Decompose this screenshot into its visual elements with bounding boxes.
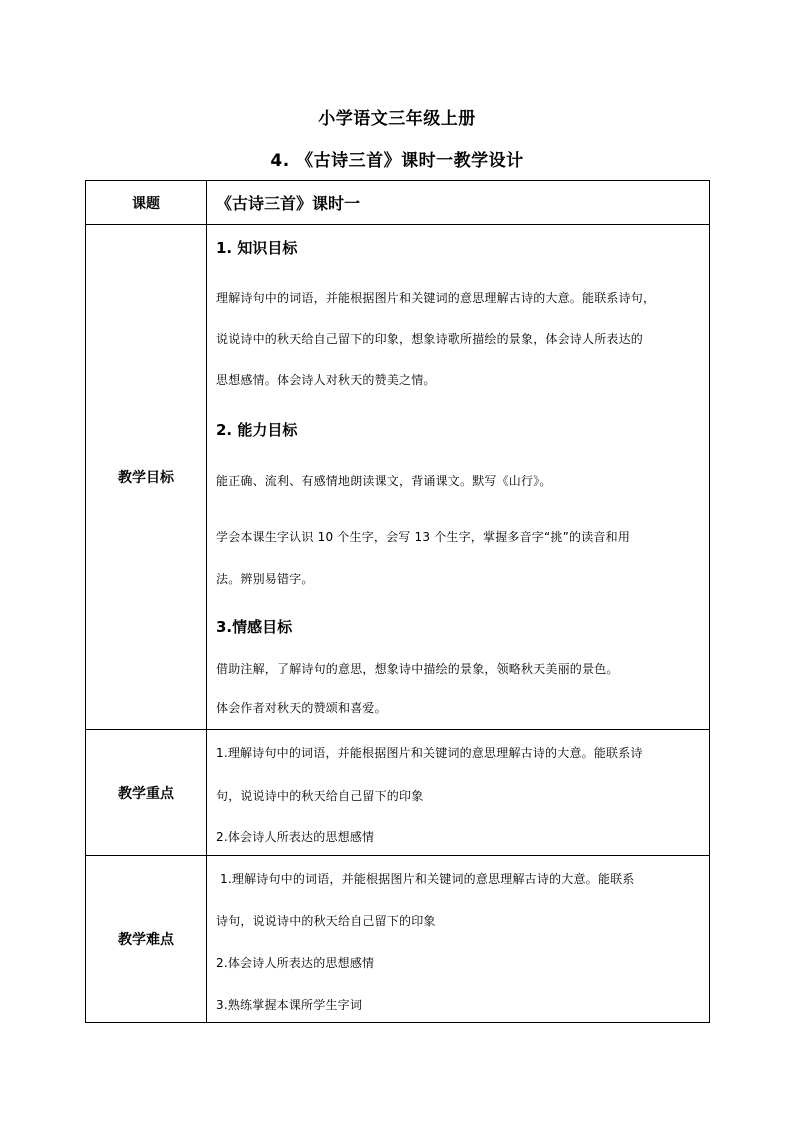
knowledge-goal-line: 理解诗句中的词语，并能根据图片和关键词的意思理解古诗的大意。能联系诗句， <box>216 291 656 305</box>
key-points-row <box>86 730 710 856</box>
emotion-goal-line: 借助注解，了解诗句的意思，想象诗中描绘的景象，领略秋天美丽的景色。 <box>216 662 619 676</box>
topic-row <box>86 181 710 225</box>
topic-label: 课题 <box>86 181 207 225</box>
knowledge-goal-heading: 1. 知识目标 <box>216 239 298 257</box>
difficult-point-line: 2.体会诗人所表达的思想感情 <box>216 956 375 970</box>
goals-label: 教学目标 <box>86 225 207 730</box>
ability-goal-line: 学会本课生字认识 10 个生字，会写 13 个生字，掌握多音字“挑”的读音和用 <box>216 530 631 544</box>
key-point-line: 句，说说诗中的秋天给自己留下的印象 <box>216 789 424 803</box>
difficult-points-content <box>207 856 710 1023</box>
goals-row <box>86 225 710 730</box>
difficult-point-line: 诗句，说说诗中的秋天给自己留下的印象 <box>216 914 436 928</box>
difficult-point-line: 3.熟练掌握本课所学生字词 <box>216 998 363 1012</box>
lesson-plan-table <box>85 180 710 1023</box>
emotion-goal-line: 体会作者对秋天的赞颂和喜爱。 <box>216 701 387 715</box>
key-points-content <box>207 730 710 856</box>
emotion-goal-heading: 3.情感目标 <box>216 618 293 636</box>
difficult-points-row <box>86 856 710 1023</box>
knowledge-goal-line: 说说诗中的秋天给自己留下的印象，想象诗歌所描绘的景象，体会诗人所表达的 <box>216 332 644 346</box>
key-point-line: 2.体会诗人所表达的思想感情 <box>216 830 375 844</box>
knowledge-goal-line: 思想感情。体会诗人对秋天的赞美之情。 <box>216 373 436 387</box>
document-title: 小学语文三年级上册 <box>318 109 476 129</box>
ability-goal-heading: 2. 能力目标 <box>216 421 298 439</box>
key-point-line: 1.理解诗句中的词语，并能根据图片和关键词的意思理解古诗的大意。能联系诗 <box>216 746 643 760</box>
ability-goal-line: 能正确、流利、有感情地朗读课文，背诵课文。默写《山行》。 <box>216 474 552 488</box>
topic-value: 《古诗三首》课时一 <box>207 181 710 225</box>
key-points-label: 教学重点 <box>86 730 207 856</box>
document-subtitle: 4. 《古诗三首》课时一教学设计 <box>270 151 524 171</box>
difficult-points-label: 教学难点 <box>86 856 207 1023</box>
difficult-point-line: 1.理解诗句中的词语，并能根据图片和关键词的意思理解古诗的大意。能联系 <box>216 872 635 886</box>
ability-goal-line: 法。辨别易错字。 <box>216 572 314 586</box>
goals-content <box>207 225 710 730</box>
